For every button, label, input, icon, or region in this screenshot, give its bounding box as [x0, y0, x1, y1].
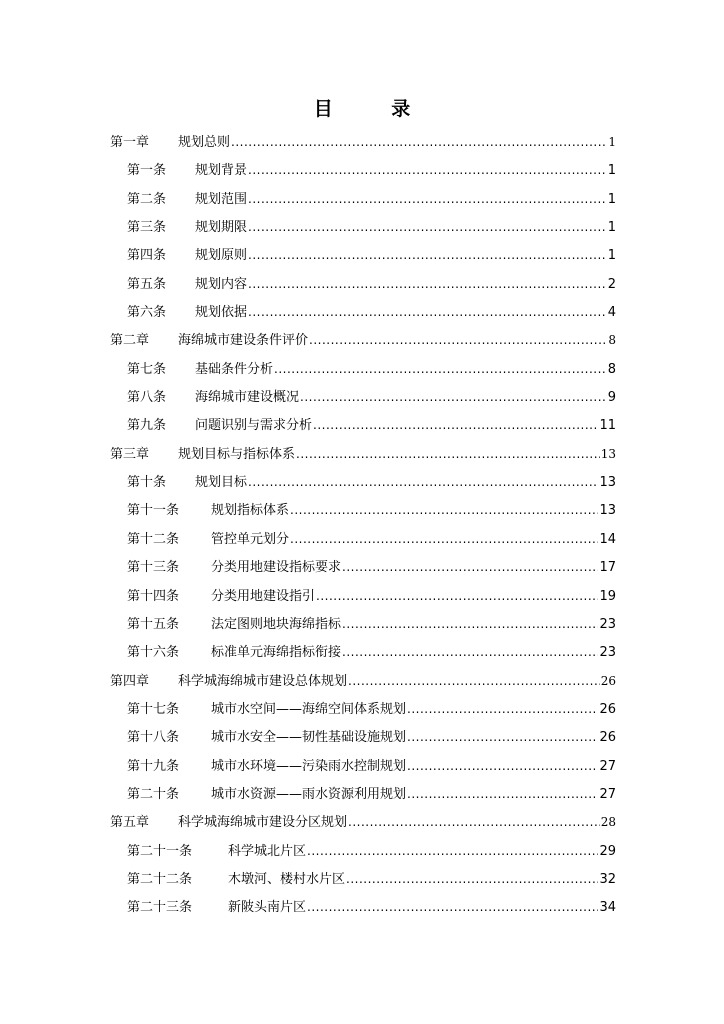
toc-chapter-entry[interactable] — [110, 440, 616, 468]
dot-leader — [290, 525, 598, 553]
toc-article-entry[interactable] — [110, 213, 616, 241]
toc-article-entry[interactable] — [110, 893, 616, 921]
entry-title: 规划依据 — [195, 305, 248, 321]
toc-chapter-entry[interactable] — [110, 128, 616, 156]
dot-leader — [274, 355, 607, 383]
entry-number: 第四条 — [127, 248, 167, 264]
toc-article-entry[interactable] — [110, 468, 616, 496]
dot-leader — [346, 865, 598, 893]
entry-number: 第十一条 — [127, 503, 180, 519]
dot-leader — [248, 213, 607, 241]
page-number: 32 — [599, 871, 616, 887]
entry-title: 城市水环境——污染雨水控制规划 — [211, 758, 407, 774]
toc-article-entry[interactable] — [110, 752, 616, 780]
toc-article-entry[interactable] — [110, 582, 616, 610]
page-number: 13 — [599, 475, 616, 491]
entry-title: 规划范围 — [195, 191, 248, 207]
dot-leader — [307, 893, 598, 921]
dot-leader — [296, 440, 600, 468]
dot-leader — [248, 185, 607, 213]
page-number: 8 — [608, 333, 616, 348]
dot-leader — [348, 667, 600, 695]
entry-number: 第二章 — [110, 333, 150, 349]
dot-leader — [342, 638, 598, 666]
toc-article-entry[interactable] — [110, 411, 616, 439]
entry-title: 新陂头南片区 — [228, 900, 307, 916]
entry-number: 第十五条 — [127, 616, 180, 632]
toc-article-entry[interactable] — [110, 270, 616, 298]
dot-leader — [248, 270, 607, 298]
page-number: 26 — [600, 673, 616, 688]
dot-leader — [248, 241, 607, 269]
entry-number: 第十二条 — [127, 531, 180, 547]
toc-chapter-entry[interactable] — [110, 808, 616, 836]
toc-article-entry[interactable] — [110, 865, 616, 893]
dot-leader — [248, 156, 607, 184]
entry-number: 第七条 — [127, 361, 167, 377]
entry-title: 管控单元划分 — [211, 531, 290, 547]
toc-chapter-entry[interactable] — [110, 667, 616, 695]
dot-leader — [231, 128, 607, 156]
entry-title: 规划目标 — [195, 475, 248, 491]
toc-article-entry[interactable] — [110, 156, 616, 184]
entry-number: 第十七条 — [127, 701, 180, 717]
dot-leader — [342, 610, 598, 638]
page-number: 13 — [599, 503, 616, 519]
dot-leader — [290, 496, 598, 524]
entry-number: 第五章 — [110, 815, 150, 831]
entry-number: 第一章 — [110, 135, 150, 150]
page-number: 1 — [607, 220, 616, 236]
page-number: 23 — [599, 645, 616, 661]
page-number: 14 — [599, 531, 616, 547]
entry-number: 第三章 — [110, 446, 150, 462]
toc-article-entry[interactable] — [110, 837, 616, 865]
toc-article-entry[interactable] — [110, 355, 616, 383]
entry-number: 第八条 — [127, 390, 167, 406]
toc-article-entry[interactable] — [110, 241, 616, 269]
entry-number: 第九条 — [127, 418, 167, 434]
entry-title: 规划背景 — [195, 163, 248, 179]
page-number: 28 — [600, 815, 616, 830]
dot-leader — [407, 780, 598, 808]
page-number: 1 — [607, 248, 616, 264]
page-number: 34 — [599, 900, 616, 916]
entry-title: 海绵城市建设概况 — [195, 390, 300, 406]
entry-title: 标准单元海绵指标衔接 — [211, 645, 342, 661]
entry-title: 法定图则地块海绵指标 — [211, 616, 342, 632]
entry-title: 问题识别与需求分析 — [195, 418, 313, 434]
entry-title: 科学城海绵城市建设总体规划 — [178, 673, 348, 689]
entry-number: 第一条 — [127, 163, 167, 179]
dot-leader — [300, 383, 607, 411]
entry-number: 第十九条 — [127, 758, 180, 774]
page-number: 26 — [599, 701, 616, 717]
dot-leader — [309, 326, 607, 354]
toc-article-entry[interactable] — [110, 525, 616, 553]
entry-title: 分类用地建设指标要求 — [211, 560, 342, 576]
page-number: 19 — [599, 588, 616, 604]
toc-article-entry[interactable] — [110, 185, 616, 213]
toc-title: 目 录 — [313, 98, 437, 120]
entry-title: 科学城海绵城市建设分区规划 — [178, 815, 348, 831]
page-number: 1 — [607, 191, 616, 207]
page-number: 11 — [599, 418, 616, 434]
dot-leader — [407, 752, 598, 780]
toc-article-entry[interactable] — [110, 723, 616, 751]
page-number: 26 — [599, 730, 616, 746]
page-number: 4 — [607, 305, 616, 321]
toc-article-entry[interactable] — [110, 638, 616, 666]
entry-number: 第十四条 — [127, 588, 180, 604]
entry-title: 基础条件分析 — [195, 361, 274, 377]
page-number: 1 — [607, 163, 616, 179]
dot-leader — [407, 695, 598, 723]
entry-number: 第二十条 — [127, 786, 180, 802]
entry-title: 规划目标与指标体系 — [178, 446, 296, 462]
entry-title: 木墩河、楼村水片区 — [228, 871, 346, 887]
table-of-contents — [110, 128, 616, 922]
entry-title: 规划期限 — [195, 220, 248, 236]
dot-leader — [313, 411, 598, 439]
entry-title: 科学城北片区 — [228, 843, 307, 859]
page-number: 13 — [600, 446, 616, 461]
page-number: 1 — [608, 135, 616, 149]
entry-number: 第十八条 — [127, 730, 180, 746]
entry-number: 第五条 — [127, 276, 167, 292]
page-number: 17 — [599, 560, 616, 576]
page-number: 9 — [607, 390, 616, 406]
dot-leader — [342, 553, 598, 581]
dot-leader — [407, 723, 598, 751]
entry-number: 第二条 — [127, 191, 167, 207]
page-number: 27 — [599, 758, 616, 774]
toc-chapter-entry[interactable] — [110, 326, 616, 354]
toc-article-entry[interactable] — [110, 553, 616, 581]
dot-leader — [248, 298, 607, 326]
toc-article-entry[interactable] — [110, 496, 616, 524]
entry-number: 第二十一条 — [127, 843, 193, 859]
page-number: 27 — [599, 786, 616, 802]
entry-number: 第十六条 — [127, 645, 180, 661]
entry-number: 第三条 — [127, 220, 167, 236]
page-number: 8 — [607, 361, 616, 377]
page-number: 2 — [607, 276, 616, 292]
entry-title: 规划内容 — [195, 276, 248, 292]
entry-number: 第二十二条 — [127, 871, 193, 887]
page-number: 29 — [599, 843, 616, 859]
toc-article-entry[interactable] — [110, 695, 616, 723]
entry-title: 城市水安全——韧性基础设施规划 — [211, 730, 407, 746]
entry-number: 第十条 — [127, 475, 167, 491]
dot-leader — [248, 468, 598, 496]
page-number: 23 — [599, 616, 616, 632]
entry-title: 规划原则 — [195, 248, 248, 264]
entry-title: 城市水空间——海绵空间体系规划 — [211, 701, 407, 717]
dot-leader — [307, 837, 598, 865]
dot-leader — [316, 582, 598, 610]
toc-article-entry[interactable] — [110, 298, 616, 326]
entry-title: 规划总则 — [178, 135, 231, 150]
entry-title: 分类用地建设指引 — [211, 588, 316, 604]
entry-title: 规划指标体系 — [211, 503, 290, 519]
toc-article-entry[interactable] — [110, 610, 616, 638]
toc-article-entry[interactable] — [110, 383, 616, 411]
entry-number: 第四章 — [110, 673, 150, 689]
entry-number: 第十三条 — [127, 560, 180, 576]
toc-article-entry[interactable] — [110, 780, 616, 808]
entry-number: 第六条 — [127, 305, 167, 321]
entry-number: 第二十三条 — [127, 900, 193, 916]
entry-title: 海绵城市建设条件评价 — [178, 333, 309, 349]
dot-leader — [348, 808, 600, 836]
entry-title: 城市水资源——雨水资源利用规划 — [211, 786, 407, 802]
